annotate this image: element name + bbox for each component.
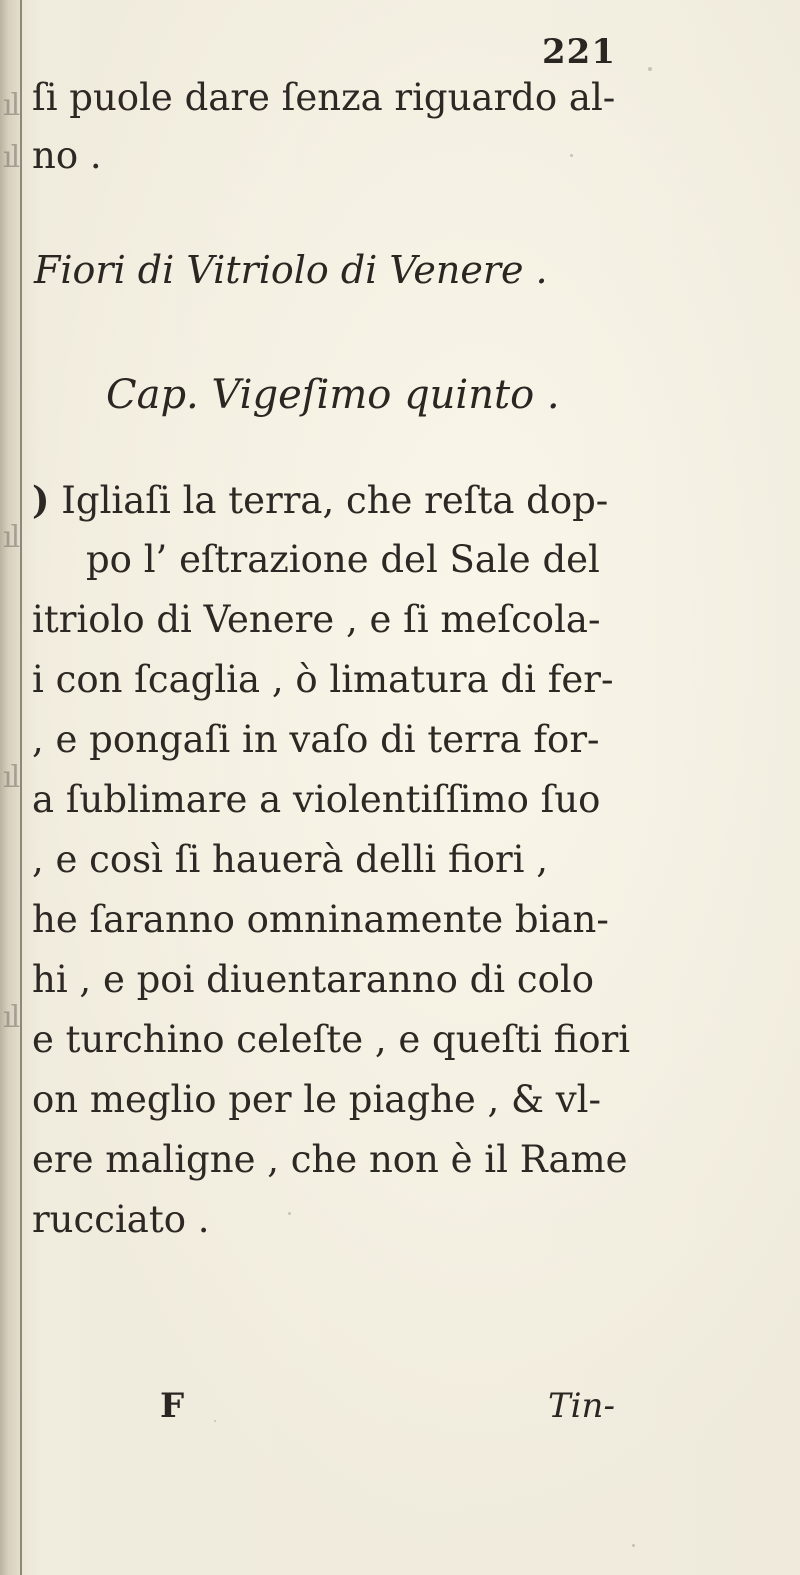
body-line-13: rucciato . [32, 1198, 210, 1241]
drop-cap: ) [32, 478, 50, 522]
body-line-5: , e pongaſi in vaſo di terra for- [32, 718, 600, 761]
paper-speck [288, 1212, 291, 1215]
body-line-6: a ſublimare a violentiſſimo ſuo [32, 778, 601, 821]
bleed-through-mark: ıl [3, 760, 19, 795]
signature-mark: F [160, 1386, 185, 1426]
body-line-1 [32, 478, 608, 523]
text-line: no . [32, 134, 102, 177]
paper-speck [648, 67, 652, 71]
body-line-3: itriolo di Venere , e ſi meſcola- [32, 598, 601, 641]
body-line-9: hi , e poi diuentaranno di colo [32, 958, 594, 1001]
body-line-12: ere maligne , che non è il Rame [32, 1138, 628, 1181]
paper-speck [214, 1420, 216, 1422]
chapter-heading: Cap. Vigeſimo quinto . [106, 372, 560, 418]
body-line-11: on meglio per le piaghe , & vl- [32, 1078, 601, 1121]
body-line-2: po l’ eſtrazione del Sale del [86, 538, 600, 581]
body-line-4: i con ſcaglia , ò limatura di fer- [32, 658, 614, 701]
section-title: Fiori di Vitriolo di Venere . [34, 248, 548, 292]
catchword: Tin- [548, 1386, 615, 1426]
body-line-7: , e così ſi hauerà delli fiori , [32, 838, 549, 881]
page-number: 221 [542, 32, 616, 72]
gutter-line [20, 0, 22, 1575]
bleed-through-mark: ıl [3, 88, 19, 123]
bleed-through-mark: ıl [3, 1000, 19, 1035]
body-line-8: he ſaranno omninamente bian- [32, 898, 609, 941]
paper-speck [632, 1544, 635, 1547]
paper-speck [570, 154, 573, 157]
body-line-text: Igliaſi la terra, che reſta dop- [61, 479, 609, 522]
bleed-through-mark: ıl [3, 140, 19, 175]
text-line: ſi puole dare ſenza riguardo al- [32, 76, 616, 119]
bleed-through-mark: ıl [3, 520, 19, 555]
body-line-10: e turchino celeſte , e queſti fiori [32, 1018, 631, 1061]
